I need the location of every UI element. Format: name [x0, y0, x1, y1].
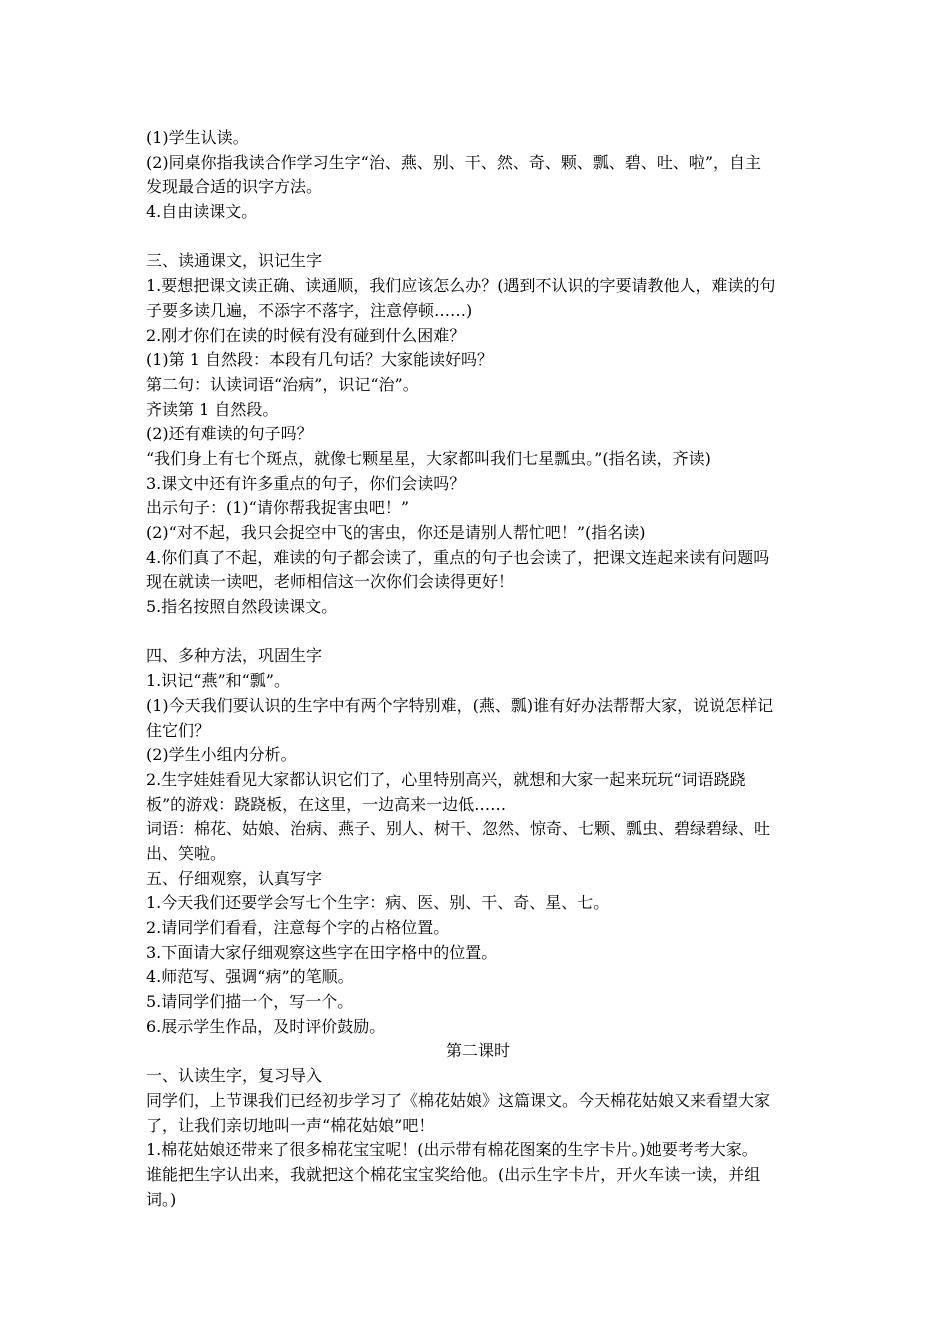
document-body	[146, 126, 810, 1212]
text-line: 2.生字娃娃看见大家都认识它们了，心里特别高兴，就想和大家一起来玩玩“词语跷跷	[146, 769, 746, 789]
text-line: 同学们，上节课我们已经初步学习了《棉花姑娘》这篇课文。今天棉花姑娘又来看望大家	[146, 1090, 771, 1110]
text-line: 现在就读一读吧，老师相信这一次你们会读得更好！	[146, 572, 515, 592]
text-line: (2)学生小组内分析。	[146, 745, 297, 765]
section-heading: 五、仔细观察，认真写字	[146, 868, 323, 888]
text-line: 发现最合适的识字方法。	[146, 177, 323, 197]
text-line: 1.棉花姑娘还带来了很多棉花宝宝呢！(出示带有棉花图案的生字卡片。)她要考考大家。	[146, 1140, 758, 1160]
text-line: 齐读第 1 自然段。	[146, 399, 279, 419]
text-line: (2)还有难读的句子吗？	[146, 424, 313, 444]
text-line: 1.识记“燕”和“瓢”。	[146, 671, 290, 691]
text-line: (2)“对不起，我只会捉空中飞的害虫，你还是请别人帮忙吧！”(指名读)	[146, 523, 646, 542]
text-line: 词。)	[146, 1189, 177, 1209]
text-line: 1.今天我们还要学会写七个生字：病、医、别、干、奇、星、七。	[146, 893, 610, 913]
text-line: 2.请同学们看看，注意每个字的占格位置。	[146, 918, 450, 937]
text-line: (1)今天我们要认识的生字中有两个字特别难，(燕、瓢)谁有好办法帮帮大家，说说怎样记	[146, 695, 774, 715]
text-line: 3.下面请大家仔细观察这些字在田字格中的位置。	[146, 942, 498, 962]
text-line: 谁能把生字认出来，我就把这个棉花宝宝奖给他。(出示生字卡片，开火车读一读，并组	[146, 1164, 761, 1184]
blank-line	[146, 620, 810, 645]
text-line: 住它们？	[146, 720, 211, 740]
text-line: (1)学生认读。	[146, 128, 249, 147]
text-line: 板”的游戏：跷跷板，在这里，一边高来一边低……	[146, 794, 507, 814]
section-heading: 四、多种方法，巩固生字	[146, 646, 323, 666]
text-line: 词语：棉花、姑娘、治病、燕子、别人、树干、忽然、惊奇、七颗、瓢虫、碧绿碧绿、吐	[146, 819, 771, 839]
text-line: 了，让我们亲切地叫一声“棉花姑娘”吧！	[146, 1115, 435, 1135]
blank-line	[146, 225, 810, 250]
text-line: (1)第 1 自然段：本段有几句话？大家能读好吗？	[146, 350, 494, 370]
text-line: 5.请同学们描一个，写一个。	[146, 992, 354, 1012]
text-line: 5.指名按照自然段读课文。	[146, 597, 338, 617]
text-line: 6.展示学生作品，及时评价鼓励。	[146, 1016, 386, 1036]
text-line: 4.自由读课文。	[146, 202, 258, 222]
text-line: “我们身上有七个斑点，就像七颗星星，大家都叫我们七星瓢虫。”(指名读，齐读)	[146, 448, 711, 468]
section-heading: 三、读通课文，识记生字	[146, 251, 323, 271]
section-heading: 一、认读生字，复习导入	[146, 1066, 323, 1086]
text-line: 4.你们真了不起，难读的句子都会读了，重点的句子也会读了，把课文连起来读有问题吗	[146, 547, 770, 567]
text-line: 第二句：认读词语“治病”，识记“治”。	[146, 374, 419, 394]
text-line: 出示句子：(1)“请你帮我捉害虫吧！”	[146, 498, 410, 518]
lesson-title: 第二课时	[445, 1041, 510, 1061]
text-line: 子要多读几遍，不添字不落字，注意停顿……)	[146, 300, 473, 320]
text-line: 4.师范写、强调“病”的笔顺。	[146, 967, 354, 987]
text-line: 1.要想把课文读正确、读通顺，我们应该怎么办？(遇到不认识的字要请教他人，难读的句	[146, 276, 776, 296]
text-line: (2)同桌你指我读合作学习生字“治、燕、别、干、然、奇、颗、瓢、碧、吐、啦”，自主	[146, 152, 762, 172]
text-line: 2.刚才你们在读的时候有没有碰到什么困难？	[146, 325, 466, 345]
text-line: 3.课文中还有许多重点的句子，你们会读吗？	[146, 473, 466, 493]
text-line: 出、笑啦。	[146, 843, 227, 863]
